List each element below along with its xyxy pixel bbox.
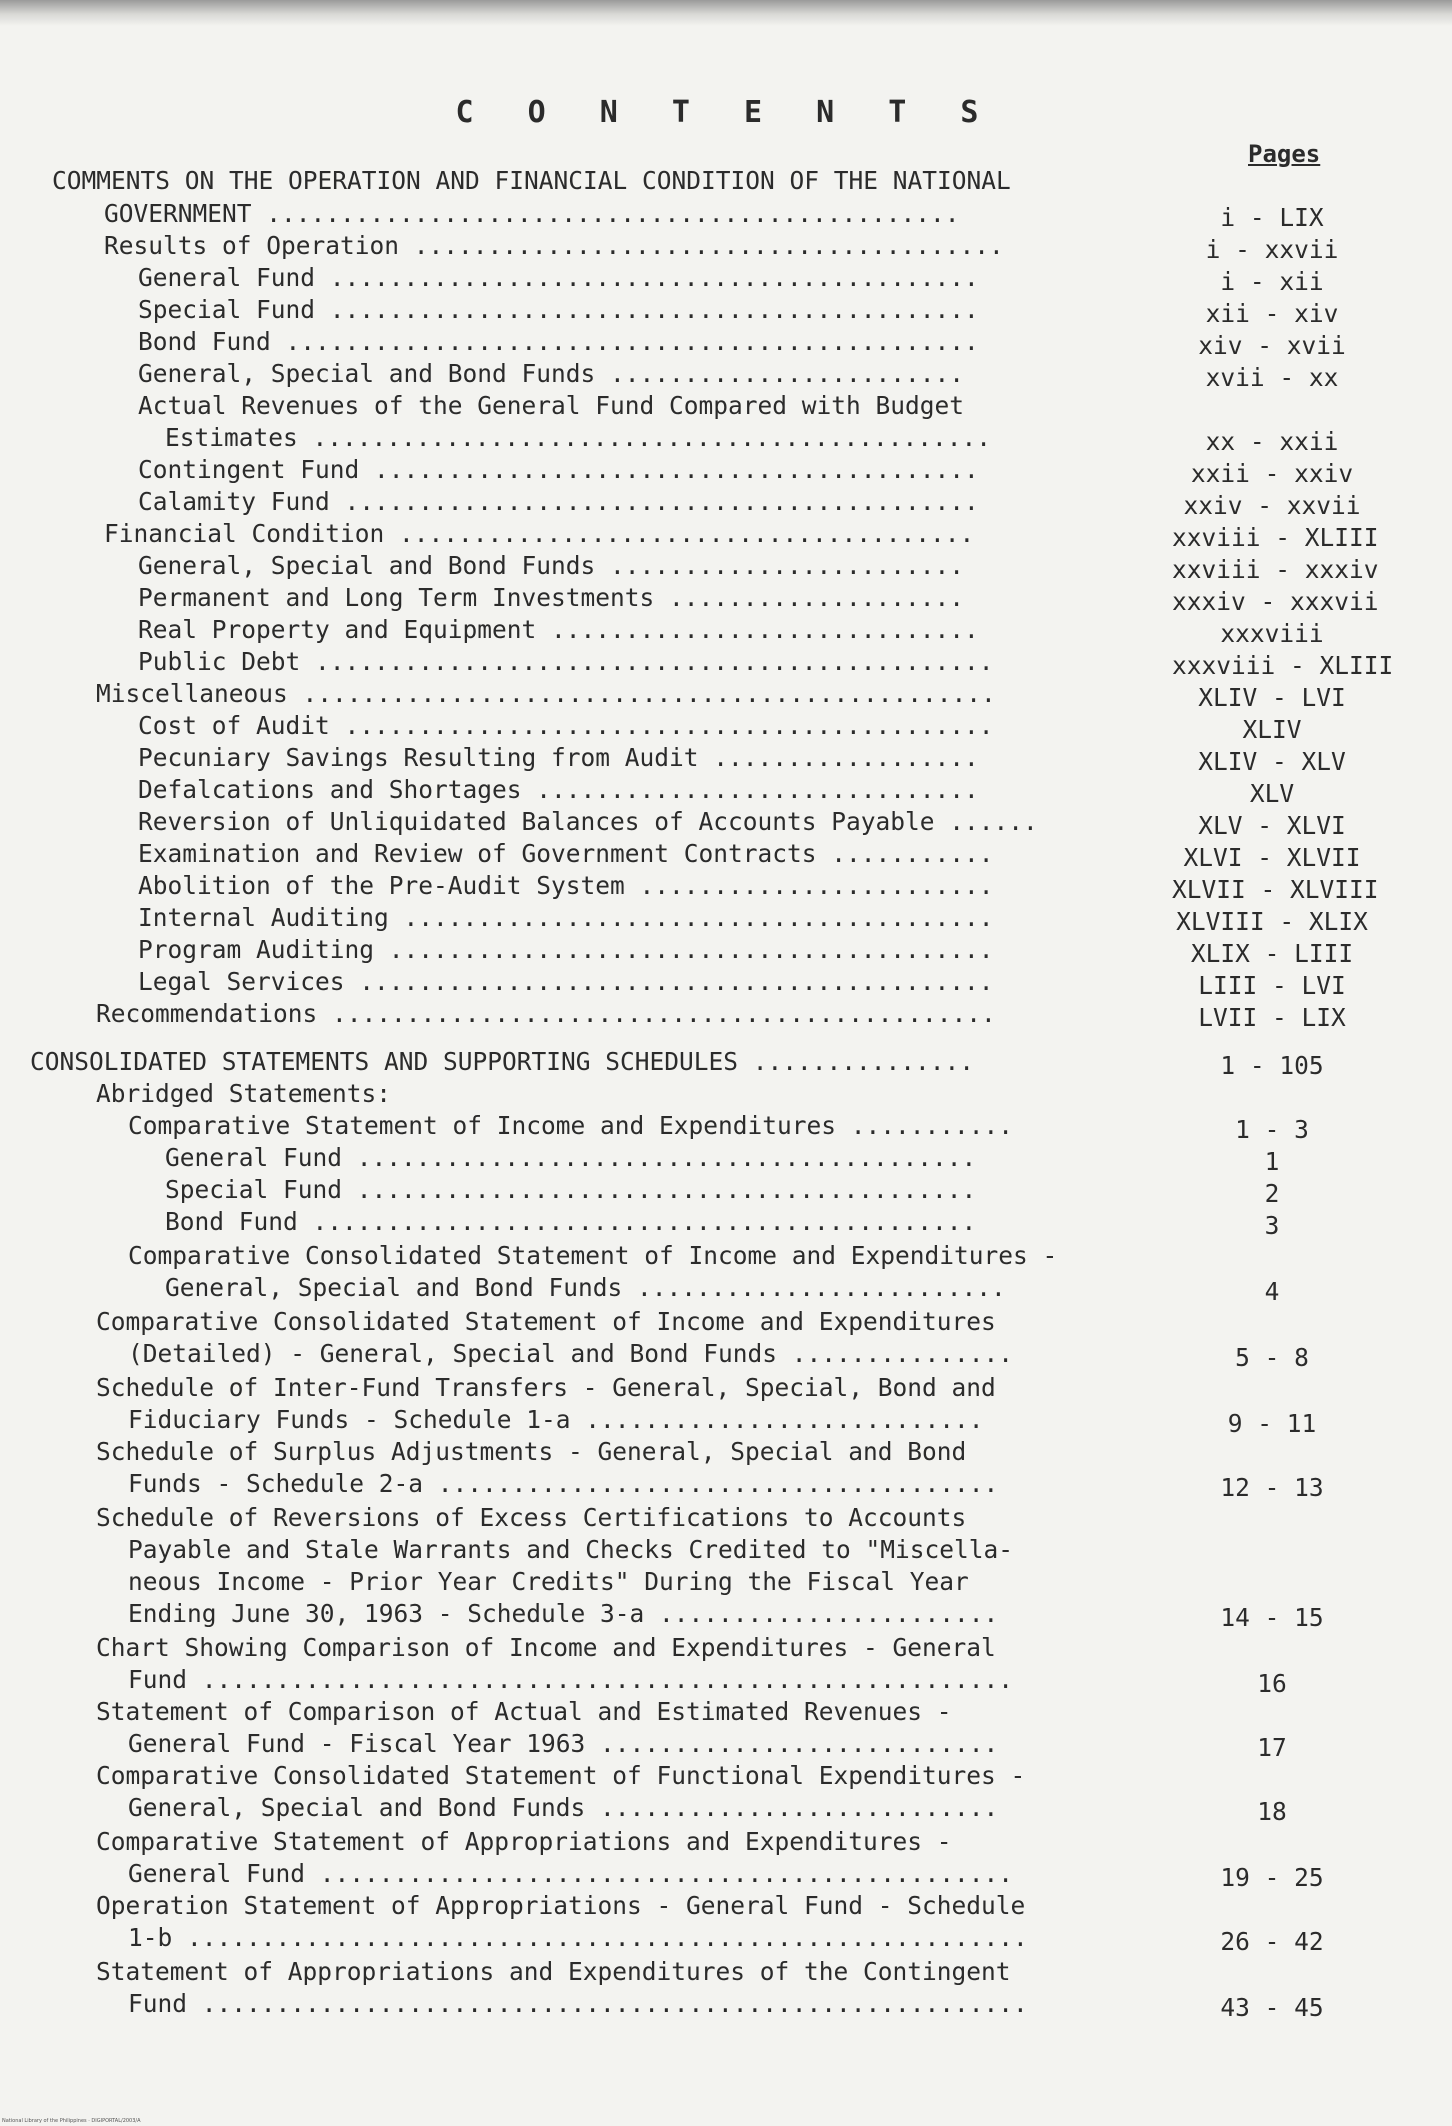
toc-entry-text: Cost of Audit ............................................ — [138, 711, 994, 740]
toc-entry-pages: LVII - LIX — [1198, 1003, 1346, 1032]
toc-entry-pages: xxviii - xxxiv — [1172, 555, 1379, 584]
toc-entry-pages: 18 — [1257, 1797, 1287, 1826]
toc-entry-pages: 43 - 45 — [1220, 1993, 1324, 2022]
toc-entry-pages: xxviii - XLIII — [1172, 523, 1379, 552]
toc-entry-pages: xx - xxii — [1205, 427, 1339, 456]
toc-entry-text: Statement of Appropriations and Expenditures of the Contingent — [96, 1957, 1011, 1986]
page-title: C O N T E N T S — [455, 95, 997, 130]
toc-entry-text: Miscellaneous ............................................... — [96, 679, 996, 708]
toc-entry-text: Defalcations and Shortages .............................. — [138, 775, 979, 804]
toc-entry-text: Program Auditing ......................................... — [138, 935, 994, 964]
toc-entry-text: General Fund .......................................... — [165, 1143, 977, 1172]
toc-entry-text: Reversion of Unliquidated Balances of Accounts Payable ...... — [138, 807, 1038, 836]
toc-entry-pages: 16 — [1257, 1669, 1287, 1698]
toc-entry-text: GOVERNMENT ............................................... — [104, 199, 960, 228]
toc-entry-text: 1-b ......................................................... — [128, 1923, 1028, 1952]
toc-entry-text: Abolition of the Pre-Audit System ........................ — [138, 871, 994, 900]
toc-entry-text: General Fund - Fiscal Year 1963 ........................... — [128, 1729, 999, 1758]
toc-entry-pages: XLIX - LIII — [1190, 939, 1354, 968]
toc-entry-text: Comparative Consolidated Statement of Income and Expenditures — [96, 1307, 996, 1336]
toc-entry-text: Comparative Statement of Appropriations and Expenditures - — [96, 1827, 952, 1856]
toc-entry-text: Internal Auditing ........................................ — [138, 903, 994, 932]
toc-entry-text: General, Special and Bond Funds ........................... — [128, 1793, 999, 1822]
toc-entry-text: Fund ....................................................... — [128, 1665, 1014, 1694]
toc-entry-text: Funds - Schedule 2-a ...................................... — [128, 1469, 999, 1498]
toc-entry-pages: 5 - 8 — [1235, 1343, 1309, 1372]
toc-entry-text: Results of Operation ........................................ — [104, 231, 1004, 260]
toc-entry-text: Abridged Statements: — [96, 1079, 392, 1108]
toc-entry-text: Comparative Consolidated Statement of Functional Expenditures - — [96, 1761, 1026, 1790]
toc-entry-text: Ending June 30, 1963 - Schedule 3-a ....................... — [128, 1599, 999, 1628]
toc-entry-text: General Fund ............................................ — [138, 263, 979, 292]
toc-entry-text: General, Special and Bond Funds ........................ — [138, 551, 965, 580]
toc-entry-text: Schedule of Inter-Fund Transfers - General, Special, Bond and — [96, 1373, 996, 1402]
toc-entry-pages: xxxviii — [1220, 619, 1324, 648]
toc-entry-pages: 14 - 15 — [1220, 1603, 1324, 1632]
toc-entry-text: Bond Fund ............................................... — [138, 327, 979, 356]
toc-entry-text: COMMENTS ON THE OPERATION AND FINANCIAL CONDITION OF THE NATIONAL — [52, 166, 1011, 195]
pages-column-heading: Pages — [1248, 140, 1321, 168]
toc-entry-pages: 26 - 42 — [1220, 1927, 1324, 1956]
toc-entry-pages: i - LIX — [1220, 203, 1324, 232]
toc-entry-text: Actual Revenues of the General Fund Compared with Budget — [138, 391, 965, 420]
toc-entry-text: General, Special and Bond Funds ........................ — [138, 359, 965, 388]
toc-entry-pages: XLVII - XLVIII — [1172, 875, 1379, 904]
toc-entry-pages: XLV - XLVI — [1198, 811, 1346, 840]
toc-entry-pages: XLVI - XLVII — [1183, 843, 1361, 872]
toc-entry-pages: i - xii — [1220, 267, 1324, 296]
toc-entry-pages: XLIV — [1242, 715, 1302, 744]
toc-entry-pages: 1 — [1264, 1147, 1280, 1176]
toc-entry-text: (Detailed) - General, Special and Bond Funds ............... — [128, 1339, 1014, 1368]
toc-entry-pages: xxii - xxiv — [1190, 459, 1354, 488]
toc-entry-text: Schedule of Surplus Adjustments - General, Special and Bond — [96, 1437, 967, 1466]
scan-footer-note: National Library of the Philippines · DIGIPORTAL/2003/A — [2, 2118, 141, 2124]
toc-entry-text: Comparative Statement of Income and Expenditures ........... — [128, 1111, 1014, 1140]
toc-entry-pages: LIII - LVI — [1198, 971, 1346, 1000]
toc-entry-pages: XLIV - LVI — [1198, 683, 1346, 712]
toc-entry-text: Comparative Consolidated Statement of Income and Expenditures - — [128, 1241, 1058, 1270]
toc-entry-text: Pecuniary Savings Resulting from Audit .................. — [138, 743, 979, 772]
toc-entry-text: General, Special and Bond Funds ......................... — [165, 1273, 1006, 1302]
toc-entry-pages: XLIV - XLV — [1198, 747, 1346, 776]
toc-entry-pages: XLVIII - XLIX — [1176, 907, 1368, 936]
toc-entry-text: Special Fund ............................................ — [138, 295, 979, 324]
toc-entry — [96, 998, 1132, 1038]
toc-entry-pages: 3 — [1264, 1211, 1280, 1240]
toc-entry-pages: xii - xiv — [1205, 299, 1339, 328]
toc-entry-text: Estimates .............................................. — [165, 423, 992, 452]
toc-entry-pages: XLV — [1249, 779, 1295, 808]
toc-entry-text: Bond Fund ............................................. — [165, 1207, 977, 1236]
toc-entry-pages: 12 - 13 — [1220, 1473, 1324, 1502]
toc-entry-pages: xxiv - xxvii — [1183, 491, 1361, 520]
toc-entry-text: Special Fund .......................................... — [165, 1175, 977, 1204]
toc-entry-pages: xxxviii - XLIII — [1172, 651, 1394, 680]
toc-entry-pages: 17 — [1257, 1733, 1287, 1762]
toc-entry-text: neous Income - Prior Year Credits" During the Fiscal Year — [128, 1567, 969, 1596]
toc-entry-pages: xiv - xvii — [1198, 331, 1346, 360]
toc-entry-text: Public Debt .............................................. — [138, 647, 994, 676]
toc-entry-text: Schedule of Reversions of Excess Certifications to Accounts — [96, 1503, 967, 1532]
toc-entry-text: Fund ........................................................ — [128, 1989, 1028, 2018]
toc-entry-text: Fiduciary Funds - Schedule 1-a ........................... — [128, 1405, 984, 1434]
toc-entry-text: General Fund ............................................... — [128, 1859, 1014, 1888]
toc-entry-text: Chart Showing Comparison of Income and Expenditures - General — [96, 1633, 996, 1662]
toc-entry-pages: 1 - 105 — [1220, 1051, 1324, 1080]
toc-entry-text: Legal Services ........................................... — [138, 967, 994, 996]
toc-entry-text: Contingent Fund ......................................... — [138, 455, 979, 484]
toc-entry-pages: 4 — [1264, 1277, 1280, 1306]
toc-entry — [128, 1988, 1132, 2028]
toc-entry-text: Real Property and Equipment ............................. — [138, 615, 979, 644]
toc-entry-text: Examination and Review of Government Contracts ........... — [138, 839, 994, 868]
toc-entry-text: CONSOLIDATED STATEMENTS AND SUPPORTING SCHEDULES ............... — [30, 1047, 975, 1076]
toc-entry-text: Statement of Comparison of Actual and Estimated Revenues - — [96, 1697, 952, 1726]
toc-entry-pages: 1 - 3 — [1235, 1115, 1309, 1144]
toc-entry-pages: xxxiv - xxxvii — [1172, 587, 1379, 616]
toc-entry-pages: 9 - 11 — [1227, 1409, 1317, 1438]
toc-entry-pages: 19 - 25 — [1220, 1863, 1324, 1892]
toc-entry-pages: i - xxvii — [1205, 235, 1339, 264]
toc-entry-text: Recommendations ............................................. — [96, 999, 996, 1028]
toc-entry-text: Operation Statement of Appropriations - General Fund - Schedule — [96, 1891, 1026, 1920]
toc-entry-text: Financial Condition ....................................... — [104, 519, 975, 548]
toc-entry-text: Calamity Fund ........................................... — [138, 487, 979, 516]
toc-entry-text: Permanent and Long Term Investments .................... — [138, 583, 965, 612]
toc-entry-pages: 2 — [1264, 1179, 1280, 1208]
toc-entry-text: Payable and Stale Warrants and Checks Credited to "Miscella- — [128, 1535, 1014, 1564]
toc-entry-pages: xvii - xx — [1205, 363, 1339, 392]
